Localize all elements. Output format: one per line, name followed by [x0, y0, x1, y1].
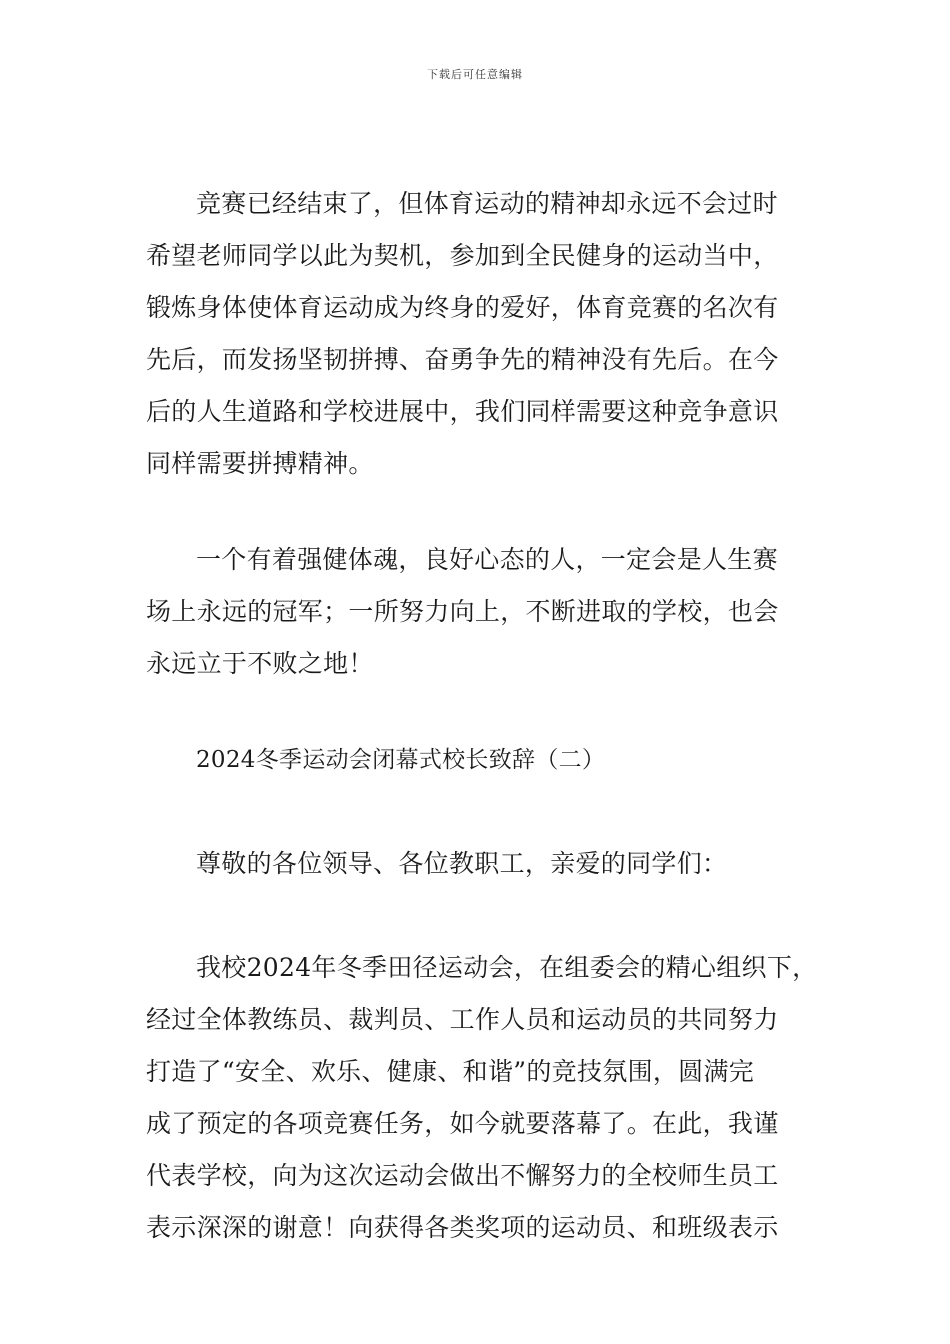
paragraph-speech-body [146, 942, 826, 1254]
text-line: 希望老师同学以此为契机，参加到全民健身的运动当中， [146, 241, 779, 270]
text-line: 永远立于不败之地！ [146, 649, 374, 678]
text-line: 先后，而发扬坚韧拼搏、奋勇争先的精神没有先后。在今 [146, 345, 779, 374]
text-line: 经过全体教练员、裁判员、工作人员和运动员的共同努力 [146, 1005, 779, 1034]
section-title [146, 734, 826, 786]
paragraph-champion [146, 534, 826, 690]
paragraph-closing-remarks [146, 178, 826, 490]
page-header: 下载后可任意编辑 [427, 68, 523, 81]
text-line: 一个有着强健体魂，良好心态的人，一定会是人生赛 [196, 545, 778, 574]
text-line: 竞赛已经结束了，但体育运动的精神却永远不会过时 [196, 189, 778, 218]
section-title-text: 2024冬季运动会闭幕式校长致辞（二） [196, 747, 606, 773]
text-line: 我校2024年冬季田径运动会，在组委会的精心组织下， [196, 953, 818, 982]
salutation-text: 尊敬的各位领导、各位教职工，亲爱的同学们： [196, 849, 728, 878]
text-line: 代表学校，向为这次运动会做出不懈努力的全校师生员工 [146, 1161, 779, 1190]
text-line: 成了预定的各项竞赛任务，如今就要落幕了。在此，我谨 [146, 1109, 779, 1138]
text-line: 场上永远的冠军；一所努力向上，不断进取的学校，也会 [146, 597, 779, 626]
text-line: 表示深深的谢意！向获得各类奖项的运动员、和班级表示 [146, 1213, 779, 1242]
document-body [146, 178, 826, 1254]
text-line: 打造了“安全、欢乐、健康、和谐”的竞技氛围，圆满完 [146, 1057, 755, 1086]
text-line: 后的人生道路和学校进展中，我们同样需要这种竞争意识 [146, 397, 779, 426]
text-line: 锻炼身体使体育运动成为终身的爱好，体育竞赛的名次有 [146, 293, 779, 322]
text-line: 同样需要拼搏精神。 [146, 449, 374, 478]
salutation [146, 838, 826, 890]
